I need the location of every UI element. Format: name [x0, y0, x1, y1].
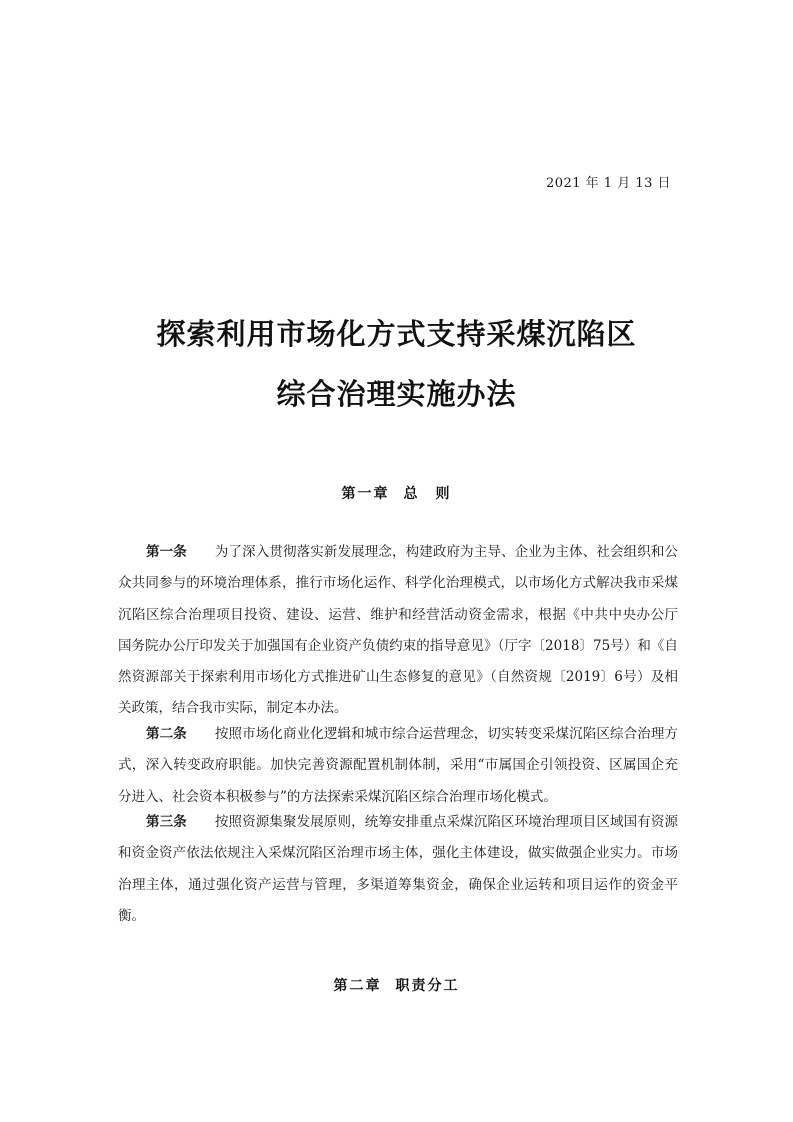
- chapter-name: 职责分工: [395, 978, 460, 994]
- chapter-number: 第一章: [341, 486, 390, 502]
- chapter-name: 总 则: [403, 486, 452, 502]
- article-label: 第一条: [146, 544, 187, 560]
- article-paragraph: [118, 537, 692, 725]
- article-text: 按照资源集聚发展原则，统筹安排重点采煤沉陷区环境治理项目区域国有资源和资金资产依法依规注入采煤沉陷区治理市场主体，强化主体建设，做实做强企业实力。市场治理主体，通过强化资产运营与管理，多渠道筹集资金，确保企业运转和项目运作的资金平衡。: [118, 814, 678, 924]
- article-text: 按照市场化商业化逻辑和城市综合运营理念，切实转变采煤沉陷区综合治理方式，深入转变政府职能。加快完善资源配置机制体制，采用“市属国企引领投资、区属国企充分进入、社会资本积极参与”的方法探索采煤沉陷区综合治理市场化模式。: [118, 726, 678, 805]
- document-title-line-1: 探索利用市场化方式支持采煤沉陷区: [156, 317, 637, 351]
- document-title-line-2: 综合治理实施办法: [276, 377, 517, 411]
- chapter-heading-2: [0, 975, 793, 995]
- document-date: 2021 年 1 月 13 日: [545, 176, 671, 191]
- article-text: 为了深入贯彻落实新发展理念，构建政府为主导、企业为主体、社会组织和公众共同参与的环境治理体系，推行市场化运作、科学化治理模式，以市场化方式解决我市采煤沉陷区综合治理项目投资、建设、运营、维护和经营活动资金需求，根据《中共中央办公厅 国务院办公厅印发关于加强国有企业资产负债约束的指导意见》（厅字〔2018〕75号）和《自然资源部关于探索利用市场化方式推进矿山生态修复的意见》（自然资规〔2019〕6号）及相关政策，结合我市实际，制定本办法。: [118, 544, 692, 717]
- chapter-number: 第二章: [333, 978, 382, 994]
- article-paragraph: [118, 807, 678, 932]
- chapter-heading-1: [0, 483, 793, 503]
- article-label: 第二条: [146, 726, 187, 742]
- article-paragraph: [118, 719, 678, 813]
- article-label: 第三条: [146, 814, 187, 830]
